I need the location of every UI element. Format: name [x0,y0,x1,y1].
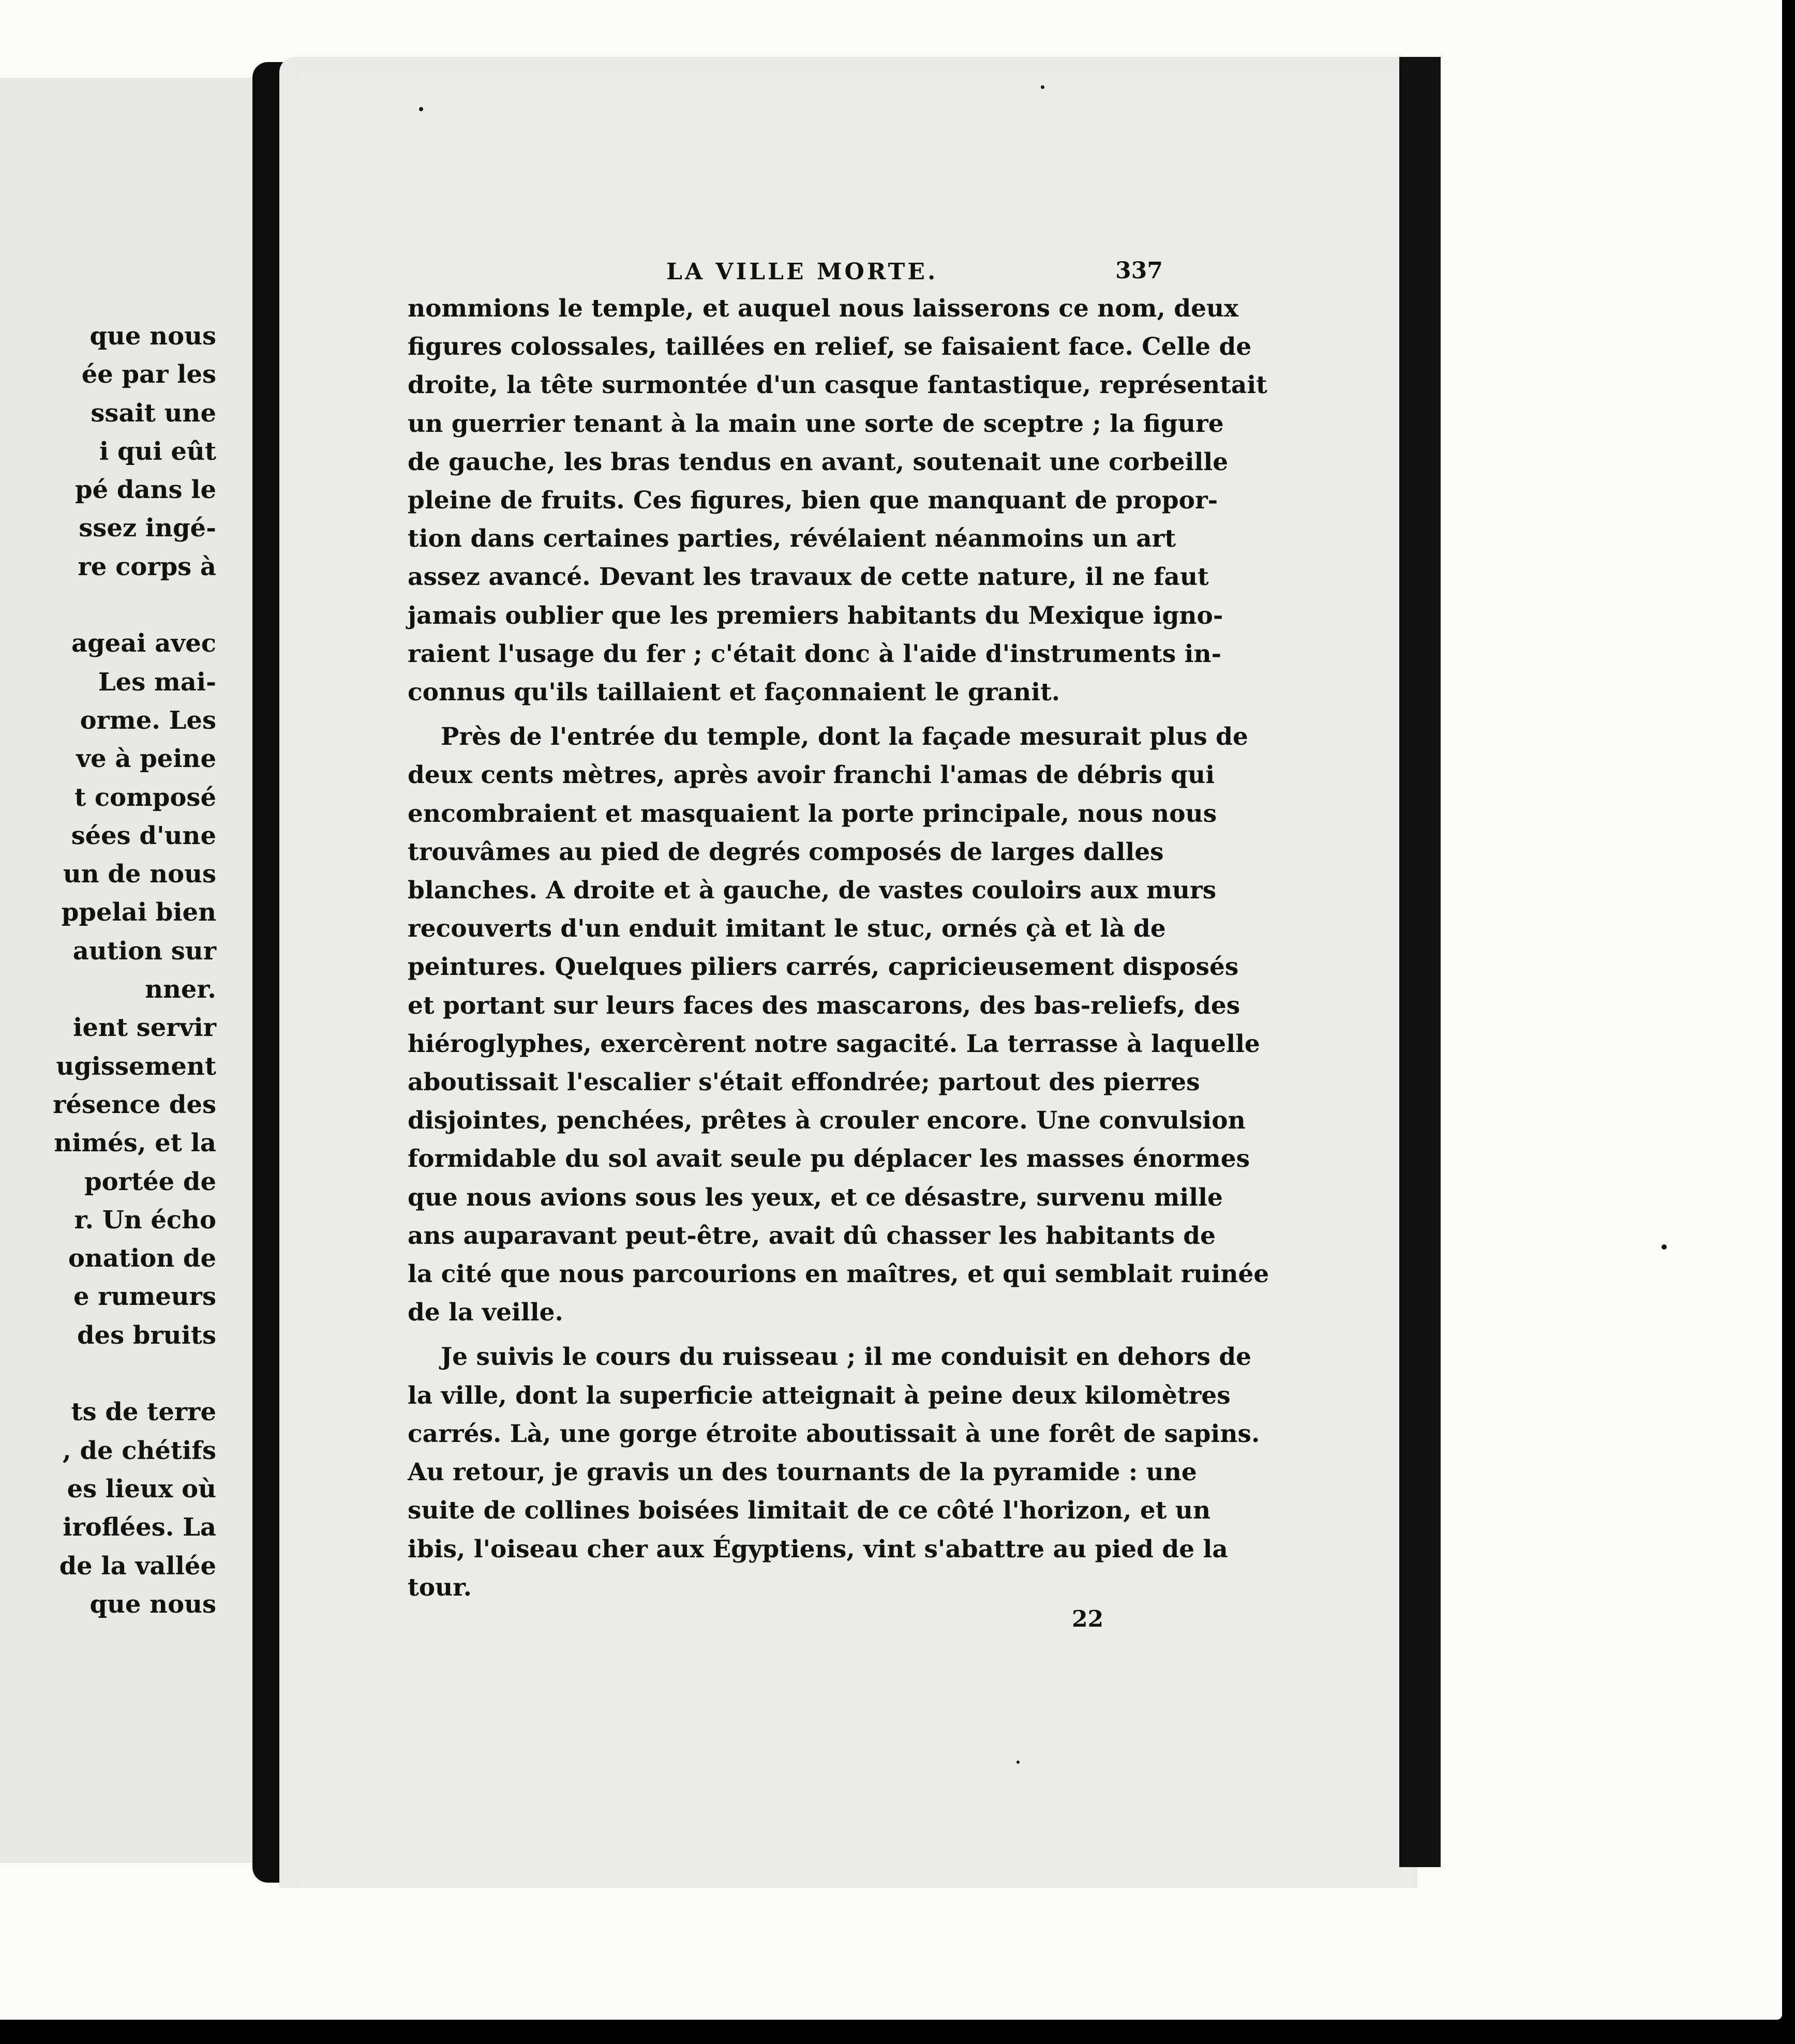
speck [1041,85,1044,89]
left-page-line: iroflées. La [63,1513,216,1542]
left-page-line: sées d'une [71,821,216,850]
text-line: deux cents mètres, après avoir franchi l'amas de débris qui [408,761,1215,790]
body-text [408,290,1269,1607]
text-line: raient l'usage du fer ; c'était donc à l'aide d'instruments in- [408,639,1222,668]
right-page-edge [1399,57,1441,1867]
left-page-inner [0,78,257,1863]
text-line: la cité que nous parcourions en maîtres, et qui semblait ruinée [408,1260,1269,1289]
left-page-line: ageai avec [71,629,216,658]
text-line: hiéroglyphes, exercèrent notre sagacité. La terrasse à laquelle [408,1029,1260,1058]
left-page-line: ts de terre [71,1397,216,1427]
left-page-line: , de chétifs [63,1436,216,1465]
text-line: que nous avions sous les yeux, et ce désastre, survenu mille [408,1183,1223,1212]
left-page-line: ppelai bien [61,898,216,927]
text-line: un guerrier tenant à la main une sorte de sceptre ; la figure [408,409,1224,438]
text-line: disjointes, penchées, prêtes à crouler encore. Une convulsion [408,1106,1246,1135]
text-line: nommions le temple, et auquel nous laisserons ce nom, deux [408,294,1239,323]
left-page-line: ugissement [56,1051,216,1081]
left-page-line: résence des [53,1090,216,1119]
left-page-line: un de nous [63,860,216,889]
left-page-line [0,586,216,624]
paragraph-gap [408,1332,1158,1338]
text-line: peintures. Quelques piliers carrés, capricieusement disposés [408,953,1239,982]
text-line: Je suivis le cours du ruisseau ; il me conduisit en dehors de [441,1343,1252,1372]
left-page-text [0,317,216,1624]
left-page-line: que nous [89,1589,216,1619]
left-page-line: que nous [89,322,216,351]
text-line: tour. [408,1573,472,1602]
left-page-line: portée de [84,1167,216,1196]
text-line: encombraient et masquaient la porte principale, nous nous [408,799,1217,828]
left-page [0,78,277,1863]
left-page-line: orme. Les [80,705,216,735]
left-page-line: nner. [145,975,216,1004]
text-line: ibis, l'oiseau cher aux Égyptiens, vint s'abattre au pied de la [408,1535,1228,1564]
right-page-text-block [408,248,1269,1607]
text-line: Au retour, je gravis un des tournants de la pyramide : une [408,1458,1197,1487]
left-page-line: aution sur [72,936,216,966]
page-number: 337 [1115,258,1163,284]
text-line: aboutissait l'escalier s'était effondrée; partout des pierres [408,1068,1200,1097]
left-page-line: ient servir [73,1013,216,1043]
text-line: droite, la tête surmontée d'un casque fantastique, représentait [408,371,1267,400]
text-line: la ville, dont la superficie atteignait à peine deux kilomètres [408,1381,1231,1410]
text-line: de gauche, les bras tendus en avant, soutenait une corbeille [408,447,1229,476]
left-page-line: re corps à [78,552,216,581]
text-line: recouverts d'un enduit imitant le stuc, ornés çà et là de [408,914,1166,943]
left-page-line: des bruits [77,1320,216,1350]
text-line: blanches. A droite et à gauche, de vastes couloirs aux murs [408,876,1217,905]
left-page-line: e rumeurs [73,1282,216,1312]
left-page-line: ssez ingé- [79,514,216,543]
left-page-line: t composé [74,783,216,812]
text-line: trouvâmes au pied de degrés composés de larges dalles [408,837,1164,866]
paragraph-gap [408,712,1158,718]
running-title: LA VILLE MORTE. [666,259,938,285]
text-line: Près de l'entrée du temple, dont la façade mesurait plus de [441,723,1248,752]
left-page-line: i qui eût [99,437,216,466]
left-page-line: Les mai- [98,667,216,697]
left-page-line: nimés, et la [54,1129,216,1158]
left-page-line: ée par les [81,360,216,389]
text-line: assez avancé. Devant les travaux de cette nature, il ne faut [408,563,1209,592]
left-page-line: pé dans le [75,475,216,505]
speck [1016,1761,1020,1764]
text-line: tion dans certaines parties, révélaient néanmoins un art [408,524,1176,553]
text-line: suite de collines boisées limitait de ce côté l'horizon, et un [408,1496,1211,1525]
text-line: pleine de fruits. Ces figures, bien que manquant de propor- [408,486,1218,515]
running-head [408,248,1163,290]
text-line: et portant sur leurs faces des mascarons, des bas-reliefs, des [408,991,1240,1020]
text-line: ans auparavant peut-être, avait dû chasser les habitants de [408,1221,1216,1250]
left-page-line [0,1355,216,1393]
text-line: formidable du sol avait seule pu déplacer les masses énormes [408,1145,1250,1174]
text-line: carrés. Là, une gorge étroite aboutissait à une forêt de sapins. [408,1419,1260,1448]
left-page-line: r. Un écho [74,1205,216,1235]
text-line: jamais oublier que les premiers habitants du Mexique igno- [408,601,1223,630]
left-page-line: onation de [68,1244,216,1273]
text-line: connus qu'ils taillaient et façonnaient le granit. [408,678,1060,707]
left-page-line: es lieux où [67,1474,216,1504]
speck [1662,1244,1667,1250]
left-page-line: de la vallée [59,1551,216,1581]
text-line: figures colossales, taillées en relief, se faisaient face. Celle de [408,333,1252,362]
left-page-line: ssait une [91,398,216,428]
text-line: de la veille. [408,1298,563,1327]
signature-mark: 22 [1072,1606,1104,1632]
left-page-line: ve à peine [76,744,216,774]
speck [419,107,423,111]
